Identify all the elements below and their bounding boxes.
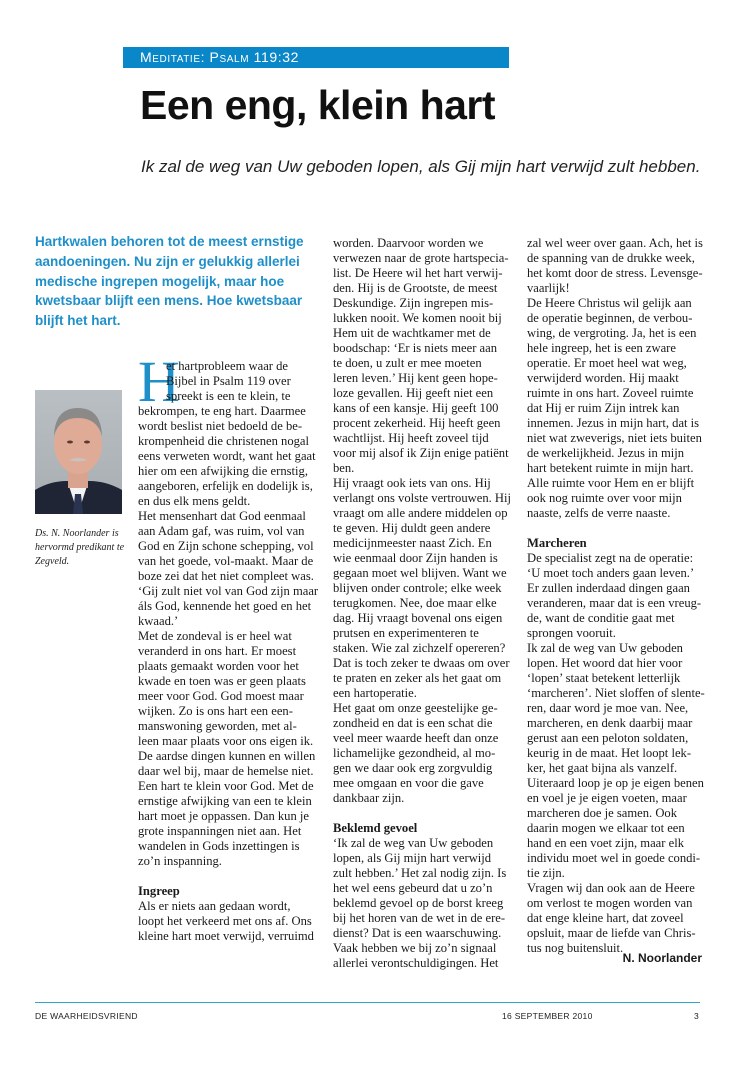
text-line: wijken. Zo is ons hart een een- bbox=[138, 704, 293, 718]
text-line: ‘lopen’ staat betekent letterlijk bbox=[527, 671, 681, 685]
text-line: De specialist zegt na de operatie: bbox=[527, 551, 694, 565]
text-line: niet wat zweverigs, niet iets buiten bbox=[527, 431, 702, 445]
text-line: bij het horen van de wet in de ere- bbox=[333, 911, 506, 925]
text-line: veel meer waarde heeft dan onze bbox=[333, 731, 499, 745]
text-line: kleine hart moet verwijd, verruimd bbox=[138, 929, 314, 943]
text-line: veranderen, maar dat is een vreug- bbox=[527, 596, 702, 610]
text-line bbox=[138, 869, 324, 884]
text-line: operatie. Er moet heel wat weg, bbox=[527, 356, 687, 370]
text-line: loze gevallen. Hij geeft niet een bbox=[333, 386, 494, 400]
text-line: manswoning geworden, met al- bbox=[138, 719, 297, 733]
text-line: de, want de conditie gaat met bbox=[527, 611, 675, 625]
text-line: vaarlijk! bbox=[527, 281, 570, 295]
text-line: ren, daar word je moe van. Nee, bbox=[527, 701, 689, 715]
intro-line: Hartkwalen behoren tot de meest ernstige bbox=[35, 234, 304, 249]
text-line: ‘Ik zal de weg van Uw geboden bbox=[333, 836, 494, 850]
text-line: zo’n inspanning. bbox=[138, 854, 222, 868]
text-line: voor mij alsof ik Zijn enige patiënt bbox=[333, 446, 509, 460]
caption-line: hervormd predikant te bbox=[35, 542, 125, 553]
section-heading: Marcheren bbox=[527, 536, 587, 550]
text-line: beklemd gevoel op de borst kreeg bbox=[333, 896, 504, 910]
article-intro bbox=[35, 232, 315, 331]
text-line: bekrompen, te eng hart. Daarmee bbox=[138, 404, 306, 418]
text-line: boze zei dat het niet compleet was. bbox=[138, 569, 314, 583]
text-line: Dat is toch zeker te dwaas om over bbox=[333, 656, 510, 670]
text-line: boodschap: ‘Er is niets meer aan bbox=[333, 341, 498, 355]
text-line: Uiteraard loop je op je eigen benen bbox=[527, 776, 704, 790]
text-line: God en Zijn schone schepping, vol bbox=[138, 539, 314, 553]
text-line: den. Hij is de Grootste, de meest bbox=[333, 281, 498, 295]
text-line: individu moet wel in goede condi- bbox=[527, 851, 701, 865]
text-line: eens verweten wordt, want het gaat bbox=[138, 449, 316, 463]
article-subtitle: Ik zal de weg van Uw geboden lopen, als Gij mijn hart verwijd zult hebben. bbox=[141, 157, 701, 176]
text-line: plaats gemaakt worden voor het bbox=[138, 659, 299, 673]
intro-line: aandoeningen. Nu zijn er gelukkig allerlei bbox=[35, 253, 300, 269]
text-line: lichamelijke gezondheid, al mo- bbox=[333, 746, 496, 760]
text-line: meer voor God. God moest maar bbox=[138, 689, 304, 703]
text-line: de spanning van de drukke week, bbox=[527, 251, 695, 265]
text-line: wandelen in Gods inzettingen is bbox=[138, 839, 300, 853]
author-signature: N. Noorlander bbox=[622, 951, 702, 965]
text-line: naaste, zelfs de verre naaste. bbox=[527, 506, 671, 520]
text-line: Met de zondeval is er heel wat bbox=[138, 629, 292, 643]
text-line: zondheid en dat is een schat die bbox=[333, 716, 493, 730]
text-line: kwade en toen was er geen plaats bbox=[138, 674, 306, 688]
text-line: de operatie beginnen, de verbou- bbox=[527, 311, 693, 325]
text-line: lukken nooit. We komen nooit bij bbox=[333, 311, 502, 325]
text-line: procent zekerheid. Hij heeft geen bbox=[333, 416, 501, 430]
text-line: Deskundige. Zijn ingrepen mis- bbox=[333, 296, 494, 310]
text-line: om verlost te mogen worden van bbox=[527, 896, 693, 910]
text-line: en voel je je eigen voeten, maar bbox=[527, 791, 687, 805]
text-line: daar wel bij, maar de hemelse niet. bbox=[138, 764, 314, 778]
text-line: De Heere Christus wil gelijk aan bbox=[527, 296, 692, 310]
text-line: lopen, als Gij mijn hart verwijd bbox=[333, 851, 492, 865]
text-line: dankbaar zijn. bbox=[333, 791, 405, 805]
text-line: van het goede, vol-maakt. Maar de bbox=[138, 554, 314, 568]
intro-line: medische ingrepen mogelijk, maar hoe bbox=[35, 273, 285, 289]
text-line: kwaad.’ bbox=[138, 614, 179, 628]
text-line: Hij vraagt ook iets van ons. Hij bbox=[333, 476, 491, 490]
text-line: Het mensenhart dat God eenmaal bbox=[138, 509, 306, 523]
text-line: wing, de vergroting. Ja, het is een bbox=[527, 326, 697, 340]
text-line: hele ingreep, het is een zware bbox=[527, 341, 676, 355]
text-line bbox=[333, 806, 521, 821]
text-line: dat enge kleine hart, dat zoveel bbox=[527, 911, 684, 925]
text-line: dat Hij er ruim Zijn intrek kan bbox=[527, 401, 680, 415]
text-line: ook nog ruimte over voor mijn bbox=[527, 491, 682, 505]
text-line: veranderd in ons hart. Er moest bbox=[138, 644, 297, 658]
text-line: krompenheid die christenen nogal bbox=[138, 434, 310, 448]
text-line: gerust aan een peloton soldaten, bbox=[527, 731, 689, 745]
footer-date: 16 SEPTEMBER 2010 bbox=[502, 1011, 593, 1021]
intro-line: kwetsbaar blijft een mens. Hoe kwetsbaar bbox=[35, 293, 303, 309]
text-line: loopt het verkeerd met ons af. Ons bbox=[138, 914, 312, 928]
text-line: wie eenmaal door Zijn handen is bbox=[333, 551, 498, 565]
text-line: innemen. Jezus in mijn hart, dat is bbox=[527, 416, 700, 430]
text-line: aangeboren, erfelijk en dodelijk is, bbox=[138, 479, 313, 493]
text-line: Ik zal de weg van Uw geboden bbox=[527, 641, 683, 655]
text-line: Vragen wij dan ook aan de Heere bbox=[527, 881, 695, 895]
text-line: blijven onder controle; elke week bbox=[333, 581, 502, 595]
text-line: De aardse dingen kunnen en willen bbox=[138, 749, 316, 763]
text-line: ker, het gaat bijna als vanzelf. bbox=[527, 761, 678, 775]
text-line: daarin mogen we elkaar tot een bbox=[527, 821, 685, 835]
text-line: marcheren, en denk daarbij maar bbox=[527, 716, 693, 730]
text-line: te geven. Hij duldt geen andere bbox=[333, 521, 491, 535]
text-column-1 bbox=[138, 349, 324, 944]
text-line: verwezen naar de grote hartspecia- bbox=[333, 251, 509, 265]
section-label: Meditatie: Psalm 119:32 bbox=[140, 49, 300, 65]
text-line: de werkelijkheid. Jezus in mijn bbox=[527, 446, 685, 460]
text-line: marcheren doe je samen. Ook bbox=[527, 806, 678, 820]
text-line: tus nog buitensluit. bbox=[527, 941, 624, 955]
intro-line: blijft het hart. bbox=[35, 313, 121, 329]
text-line: dienst? Dat is een waarschuwing. bbox=[333, 926, 502, 940]
text-line: ‘U moet toch anders gaan leven.’ bbox=[527, 566, 695, 580]
text-line: Het gaat om onze geestelijke ge- bbox=[333, 701, 498, 715]
section-heading: Ingreep bbox=[138, 884, 180, 898]
text-line: dag. Hij vraagt bovenal ons eigen bbox=[333, 611, 503, 625]
text-line bbox=[527, 521, 705, 536]
text-line: verlangt ons volste vertrouwen. Hij bbox=[333, 491, 512, 505]
text-line: verwijderd worden. Hij maakt bbox=[527, 371, 679, 385]
text-line: ‘marcheren’. Niet sloffen of slente- bbox=[527, 686, 705, 700]
article-title: Een eng, klein hart bbox=[140, 82, 496, 128]
text-line: kans of een kansje. Hij geeft 100 bbox=[333, 401, 499, 415]
text-line: aan Adam gaf, was ruim, vol van bbox=[138, 524, 305, 538]
text-line: prutsen en experimenteren te bbox=[333, 626, 479, 640]
text-column-3 bbox=[527, 236, 705, 956]
text-line: hart moet je oppassen. Dan kun je bbox=[138, 809, 310, 823]
text-line: áls God, kennende het goed en het bbox=[138, 599, 312, 613]
text-line: gen we daar ook erg zorgvuldig bbox=[333, 761, 493, 775]
text-line: tie zijn. bbox=[527, 866, 565, 880]
text-line: zult hebben.’ Het zal nodig zijn. Is bbox=[333, 866, 507, 880]
text-line: het komt door de stress. Levensge- bbox=[527, 266, 703, 280]
text-line: sprongen vooruit. bbox=[527, 626, 616, 640]
text-line: wordt beslist niet bedoeld de be- bbox=[138, 419, 303, 433]
text-line: te praten en zeker als het gaat om bbox=[333, 671, 502, 685]
text-line: vraagt om alle andere middelen op bbox=[333, 506, 508, 520]
text-line: Er zullen inderdaad dingen gaan bbox=[527, 581, 690, 595]
text-line: spreekt is een te klein, te bbox=[166, 389, 291, 403]
text-line: ben. bbox=[333, 461, 355, 475]
text-line: gegaan moet wel blijven. Want we bbox=[333, 566, 507, 580]
text-line: medicijnmeester naast Zich. En bbox=[333, 536, 492, 550]
text-line: ‘Gij zult niet vol van God zijn maar bbox=[138, 584, 319, 598]
text-line: Als er niets aan gedaan wordt, bbox=[138, 899, 291, 913]
text-line: en dus elk mens geldt. bbox=[138, 494, 251, 508]
text-line: opsluit, maar de liefde van Chris- bbox=[527, 926, 696, 940]
text-line: allerlei verontschuldigingen. Het bbox=[333, 956, 499, 970]
text-line: hart betekent ruimte in mijn hart. bbox=[527, 461, 694, 475]
text-line: te doen, u zult er mee moeten bbox=[333, 356, 482, 370]
photo-caption bbox=[35, 527, 124, 569]
text-line: keurig in de maat. Het loopt lek- bbox=[527, 746, 692, 760]
text-line: Hem uit de wachtkamer met de bbox=[333, 326, 491, 340]
author-photo bbox=[35, 390, 122, 514]
text-line: list. De Heere wil het hart verwij- bbox=[333, 266, 503, 280]
section-banner bbox=[123, 47, 509, 68]
text-line: leen maar plaats voor ons eigen ik. bbox=[138, 734, 314, 748]
text-line: Bijbel in Psalm 119 over bbox=[166, 374, 291, 388]
text-line: grote inspanningen niet aan. Het bbox=[138, 824, 302, 838]
text-line: lopen. Het woord dat hier voor bbox=[527, 656, 683, 670]
text-line: leren leven.’ Hij kent geen hope- bbox=[333, 371, 498, 385]
text-line: ernstige afwijking van een te klein bbox=[138, 794, 312, 808]
text-line: mee omgaan en voor die gave bbox=[333, 776, 484, 790]
text-line: zal wel weer over gaan. Ach, het is bbox=[527, 236, 703, 250]
text-column-2 bbox=[333, 236, 521, 971]
text-line: het wel eens gebeurd dat u zo’n bbox=[333, 881, 493, 895]
text-line: een hartoperatie. bbox=[333, 686, 417, 700]
text-line: hier om een afwijking die ernstig, bbox=[138, 464, 308, 478]
caption-line: Zegveld. bbox=[35, 556, 70, 567]
text-line: Alle ruimte voor Hem en er blijft bbox=[527, 476, 695, 490]
text-line: et hartprobleem waar de bbox=[166, 359, 289, 373]
caption-line: Ds. N. Noorlander is bbox=[35, 528, 119, 539]
footer-page-number: 3 bbox=[694, 1011, 700, 1021]
text-line: wachtlijst. Hij heeft zoveel tijd bbox=[333, 431, 489, 445]
drop-cap: H bbox=[138, 349, 180, 414]
text-line: worden. Daarvoor worden we bbox=[333, 236, 484, 250]
footer-publication: DE WAARHEIDSVRIEND bbox=[35, 1011, 138, 1021]
text-line: Een hart te klein voor God. Met de bbox=[138, 779, 314, 793]
section-heading: Beklemd gevoel bbox=[333, 821, 418, 835]
text-line: ruimte in ons hart. Zoveel ruimte bbox=[527, 386, 694, 400]
text-line: terugkomen. Nee, doe maar elke bbox=[333, 596, 497, 610]
text-line: hand en een voet zijn, maar elk bbox=[527, 836, 685, 850]
footer-divider bbox=[35, 1002, 700, 1003]
text-line: Vaak hebben we bij zo’n signaal bbox=[333, 941, 497, 955]
text-line: staken. Wie zal zichzelf opereren? bbox=[333, 641, 506, 655]
